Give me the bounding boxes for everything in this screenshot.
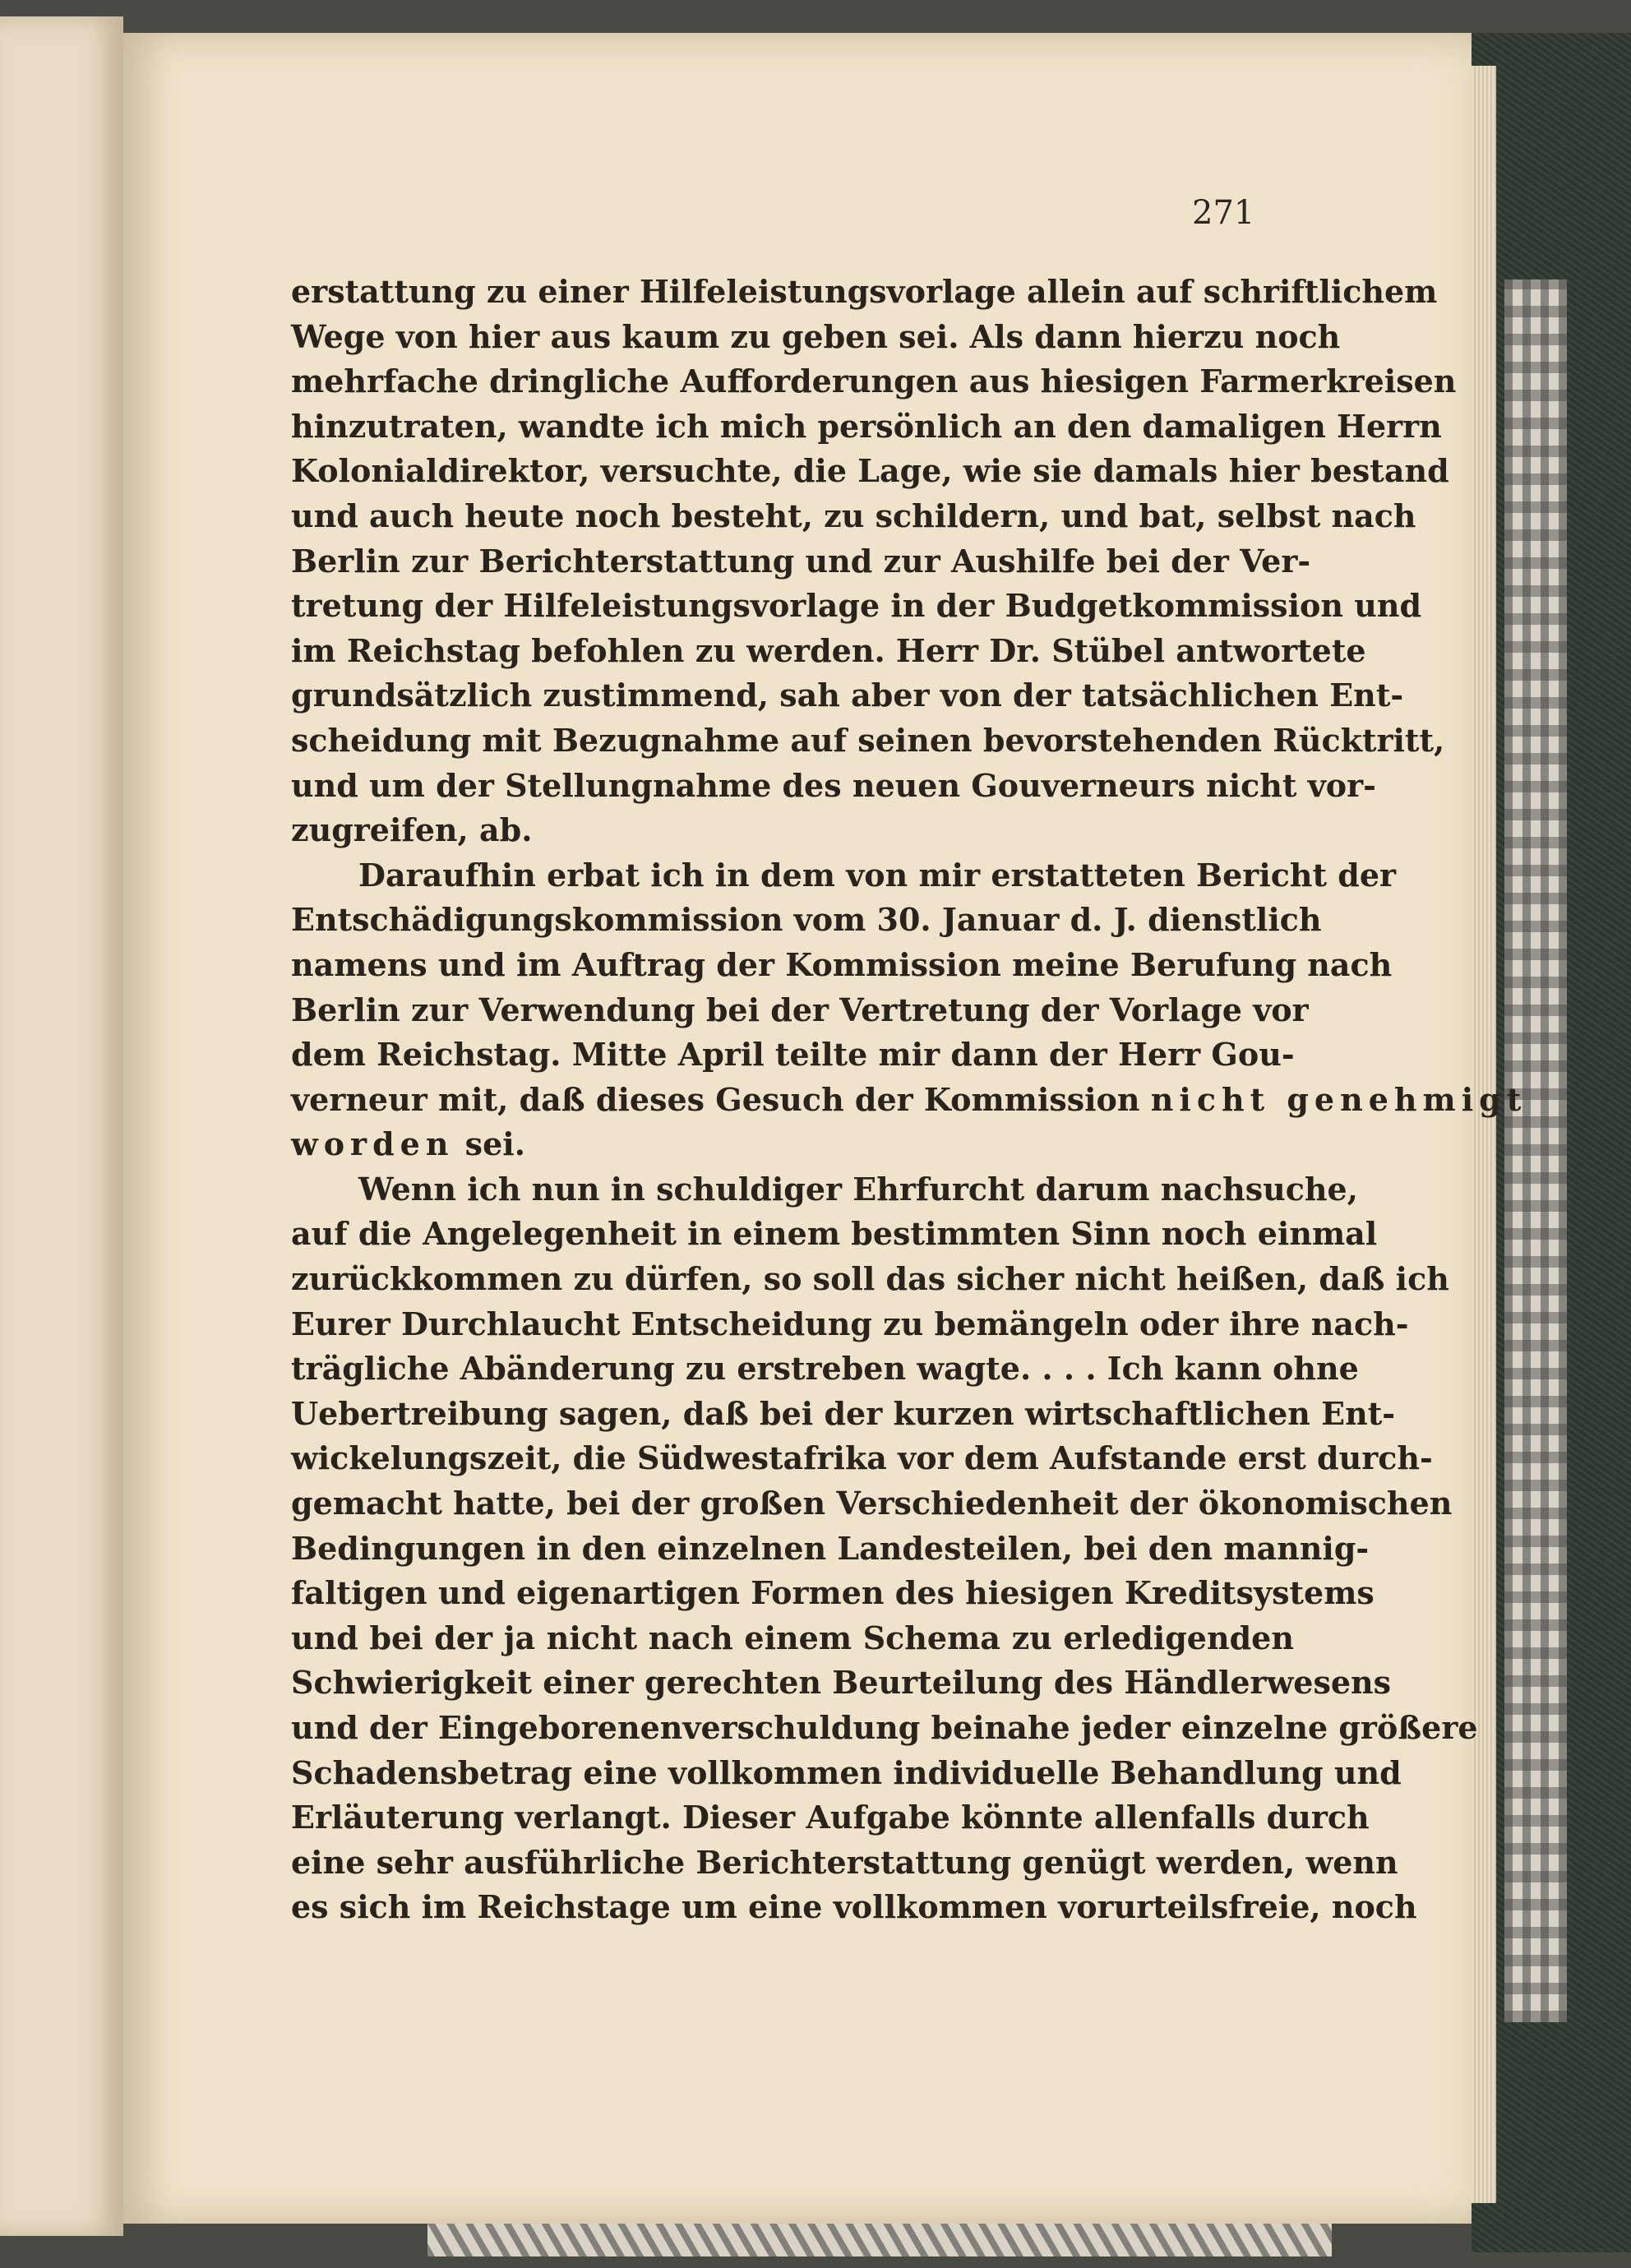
marbled-bottom-edge	[427, 2224, 1332, 2256]
text-line	[291, 1527, 1370, 1572]
text-segment: Erläuterung verlangt. Dieser Aufgabe könnte allenfalls durch	[291, 1799, 1370, 1836]
text-line	[291, 718, 1445, 764]
text-segment: es sich im Reichstage um eine vollkommen vorurteilsfreie, noch	[291, 1888, 1417, 1926]
spaced-text: nicht genehmigt	[1150, 1080, 1527, 1118]
text-segment: Berlin zur Berichterstattung und zur Aushilfe bei der Ver-	[291, 542, 1311, 580]
text-line	[291, 988, 1309, 1033]
text-segment: erstattung zu einer Hilfeleistungsvorlage allein auf schriftlichem	[291, 273, 1438, 310]
text-line	[291, 943, 1393, 988]
text-segment: namens und im Auftrag der Kommission meine Berufung nach	[291, 945, 1393, 983]
text-line	[291, 898, 1322, 943]
text-segment: trägliche Abänderung zu erstreben wagte. . . . Ich kann ohne	[291, 1350, 1359, 1388]
text-line	[291, 1078, 1527, 1123]
text-segment: Bedingungen in den einzelnen Landesteilen, bei den mannig-	[291, 1529, 1370, 1567]
text-line	[291, 1122, 1294, 1167]
text-segment: verneur mit, daß dieses Gesuch der Kommission	[291, 1080, 1140, 1118]
text-line	[291, 494, 1416, 539]
text-segment: und um der Stellungnahme des neuen Gouverneurs nicht vor-	[291, 766, 1376, 804]
text-line	[291, 1661, 1392, 1706]
text-line	[291, 1795, 1370, 1841]
text-segment: grundsätzlich zustimmend, sah aber von der tatsächlichen Ent-	[291, 677, 1404, 714]
text-segment: eine sehr ausführliche Berichterstattung genügt werden, wenn	[291, 1843, 1398, 1881]
text-segment: auf die Angelegenheit in einem bestimmten Sinn noch einmal	[291, 1215, 1378, 1253]
text-segment: Kolonialdirektor, versuchte, die Lage, wie sie damals hier bestand	[291, 452, 1449, 490]
text-line	[291, 629, 1366, 674]
text-line	[291, 1302, 1409, 1347]
text-line	[291, 1212, 1378, 1257]
text-line	[291, 764, 1376, 809]
text-segment: wickelungszeit, die Südwestafrika vor dem Aufstande erst durch-	[291, 1439, 1433, 1477]
text-line	[291, 1616, 1294, 1661]
text-segment: dem Reichstag. Mitte April teilte mir dann der Herr Gou-	[291, 1036, 1295, 1074]
text-segment: Eurer Durchlaucht Entscheidung zu bemängeln oder ihre nach-	[291, 1305, 1409, 1342]
spaced-text: worden	[291, 1125, 455, 1163]
text-line	[291, 539, 1311, 584]
text-line	[291, 359, 1457, 404]
marbled-page-edge	[1504, 279, 1567, 2022]
text-line	[291, 1751, 1402, 1796]
text-line	[291, 1032, 1294, 1078]
text-segment: Entschädigungskommission vom 30. Januar d. J. dienstlich	[291, 901, 1322, 939]
text-segment: Schwierigkeit einer gerechten Beurteilung des Händlerwesens	[291, 1664, 1392, 1702]
text-segment: sei.	[454, 1125, 525, 1163]
page-stack-edges	[1472, 66, 1496, 2203]
text-segment: faltigen und eigenartigen Formen des hiesigen Kreditsystems	[291, 1574, 1375, 1612]
text-segment: hinzutraten, wandte ich mich persönlich an den damaligen Herrn	[291, 407, 1442, 445]
text-line	[291, 673, 1404, 718]
text-segment: tretung der Hilfeleistungsvorlage in der Budgetkommission und	[291, 587, 1422, 625]
text-segment: Daraufhin erbat ich in dem von mir erstatteten Bericht der	[358, 856, 1397, 894]
page-number: 271	[1192, 194, 1255, 232]
text-segment: und auch heute noch besteht, zu schildern, und bat, selbst nach	[291, 497, 1416, 534]
text-line	[291, 1571, 1375, 1616]
text-segment: gemacht hatte, bei der großen Verschiedenheit der ökonomischen	[291, 1485, 1453, 1522]
text-segment: Wenn ich nun in schuldiger Ehrfurcht darum nachsuche,	[358, 1170, 1358, 1208]
left-page-edge	[0, 16, 123, 2236]
text-line	[291, 1392, 1396, 1437]
text-line	[291, 1706, 1478, 1751]
text-segment: zurückkommen zu dürfen, so soll das sicher nicht heißen, daß ich	[291, 1260, 1449, 1298]
text-segment: Uebertreibung sagen, daß bei der kurzen wirtschaftlichen Ent-	[291, 1394, 1396, 1432]
text-segment: Berlin zur Verwendung bei der Vertretung der Vorlage vor	[291, 991, 1309, 1028]
text-line	[291, 584, 1422, 629]
text-line	[291, 1481, 1453, 1527]
text-line	[291, 1167, 1358, 1213]
text-line	[291, 808, 1294, 853]
body-text	[291, 270, 1527, 1930]
text-line	[291, 1257, 1449, 1302]
text-segment: im Reichstag befohlen zu werden. Herr Dr. Stübel antwortete	[291, 631, 1366, 669]
text-segment: scheidung mit Bezugnahme auf seinen bevorstehenden Rücktritt,	[291, 721, 1445, 759]
text-segment: Schadensbetrag eine vollkommen individuelle Behandlung und	[291, 1753, 1402, 1791]
text-line	[291, 1885, 1417, 1930]
text-segment: und bei der ja nicht nach einem Schema zu erledigenden	[291, 1619, 1294, 1656]
text-line	[291, 853, 1397, 898]
text-segment: Wege von hier aus kaum zu geben sei. Als dann hierzu noch	[291, 317, 1341, 355]
text-segment: und der Eingeborenenverschuldung beinahe jeder einzelne größere	[291, 1709, 1478, 1746]
text-line	[291, 270, 1438, 315]
text-segment: zugreifen, ab.	[291, 811, 533, 849]
text-line	[291, 449, 1449, 494]
text-line	[291, 1841, 1398, 1886]
text-line	[291, 404, 1442, 450]
text-line	[291, 1436, 1433, 1481]
text-line	[291, 1346, 1359, 1392]
text-line	[291, 315, 1341, 360]
text-segment: mehrfache dringliche Aufforderungen aus hiesigen Farmerkreisen	[291, 363, 1457, 400]
